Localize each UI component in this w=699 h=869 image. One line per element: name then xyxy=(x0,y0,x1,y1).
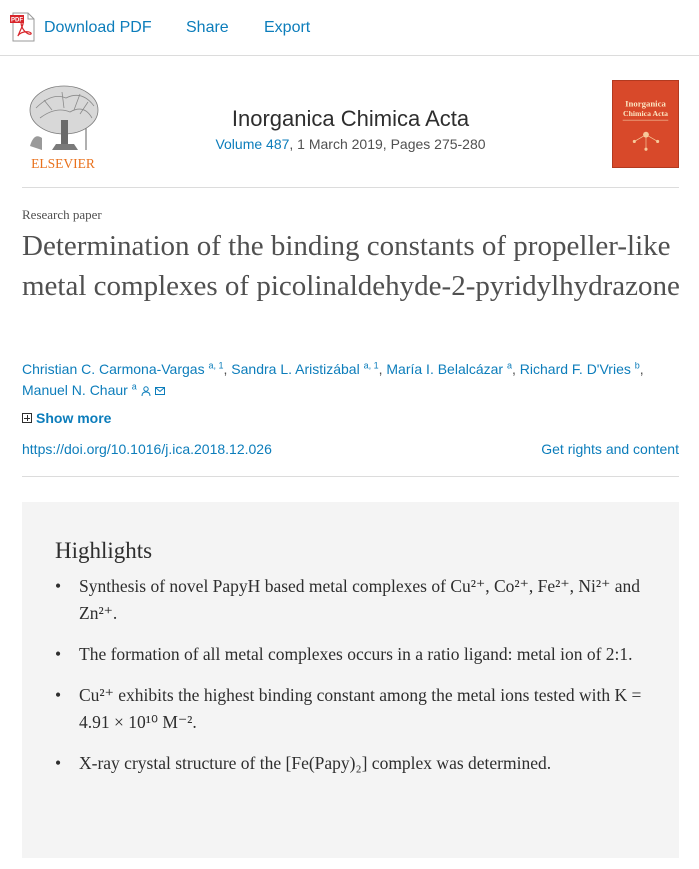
author-affiliation-sup[interactable]: a, 1 xyxy=(208,360,224,371)
highlight-text: Cu²⁺ exhibits the highest binding constant among the metal ions tested with K = 4.91 × 10¹⁰ M⁻². xyxy=(79,685,642,732)
author-link[interactable]: María I. Belalcázar xyxy=(386,361,504,377)
doi-link[interactable]: https://doi.org/10.1016/j.ica.2018.12.026 xyxy=(22,441,272,457)
highlight-text: The formation of all metal complexes occurs in a ratio ligand: metal ion of 2:1. xyxy=(79,644,633,664)
show-more-label: Show more xyxy=(36,410,112,426)
journal-cover-image[interactable] xyxy=(612,80,679,168)
plus-box-icon xyxy=(22,413,32,423)
journal-header xyxy=(22,76,679,188)
envelope-icon[interactable] xyxy=(155,386,165,396)
journal-title[interactable]: Inorganica Chimica Acta xyxy=(231,106,470,131)
author-link[interactable]: Sandra L. Aristizábal xyxy=(231,361,360,377)
bullet-icon: • xyxy=(55,644,62,664)
issue-date-pages: , 1 March 2019, Pages 275-280 xyxy=(289,136,486,152)
share-button[interactable]: Share xyxy=(186,19,229,36)
svg-text:ELSEVIER: ELSEVIER xyxy=(31,156,95,171)
highlight-text: X-ray crystal structure of the [Fe(Papy)₂] complex was determined. xyxy=(79,753,552,773)
author-affiliation-sup[interactable]: a, 1 xyxy=(363,360,379,371)
author-list: Christian C. Carmona-Vargas $^{a, 1}$, Sandra L. Aristizábal $^{a, 1}$, María I. Belalcázar $^a$, Richard F. D'Vries $^b$, Manuel N. Chaur $^a$ xyxy=(22,360,644,398)
author-affiliation-sup[interactable]: a xyxy=(506,360,512,371)
author-link[interactable]: Richard F. D'Vries xyxy=(519,361,631,377)
highlight-text: Synthesis of novel PapyH based metal complexes of Cu²⁺, Co²⁺, Fe²⁺, Ni²⁺ and Zn²⁺. xyxy=(79,576,640,623)
author-affiliation-sup[interactable]: b xyxy=(634,360,640,371)
show-more-button[interactable] xyxy=(22,409,111,427)
bullet-icon: • xyxy=(55,753,62,773)
bullet-icon: • xyxy=(55,576,62,596)
author-link[interactable]: Manuel N. Chaur xyxy=(22,382,128,398)
download-pdf-button[interactable]: Download PDF xyxy=(44,19,152,36)
highlight-item xyxy=(55,682,655,736)
article-type-label: Research paper xyxy=(22,207,102,222)
article-toolbar xyxy=(0,0,699,56)
export-button[interactable]: Export xyxy=(264,19,311,36)
pdf-icon[interactable] xyxy=(10,12,36,42)
person-icon[interactable] xyxy=(141,386,151,396)
article-title: Determination of the binding constants of propeller-like metal complexes of picolinaldehyde-2-pyridylhydrazone xyxy=(22,230,680,302)
highlight-item xyxy=(55,573,655,627)
rights-link[interactable]: Get rights and content xyxy=(541,441,679,457)
highlight-item xyxy=(55,641,655,668)
highlights-box xyxy=(22,502,679,858)
volume-link[interactable]: Volume 487 xyxy=(215,136,290,152)
highlight-item xyxy=(55,750,655,777)
highlights-title: Highlights xyxy=(55,538,153,563)
author-affiliation-sup[interactable]: a xyxy=(131,381,137,392)
svg-text:PDF: PDF xyxy=(11,17,23,24)
svg-text:Inorganica: Inorganica xyxy=(625,98,666,109)
svg-text:Chimica Acta: Chimica Acta xyxy=(623,109,668,119)
journal-meta xyxy=(22,135,679,153)
bullet-icon: • xyxy=(55,685,62,705)
highlights-list xyxy=(55,573,655,791)
author-link[interactable]: Christian C. Carmona-Vargas xyxy=(22,361,205,377)
section-divider xyxy=(22,476,679,477)
